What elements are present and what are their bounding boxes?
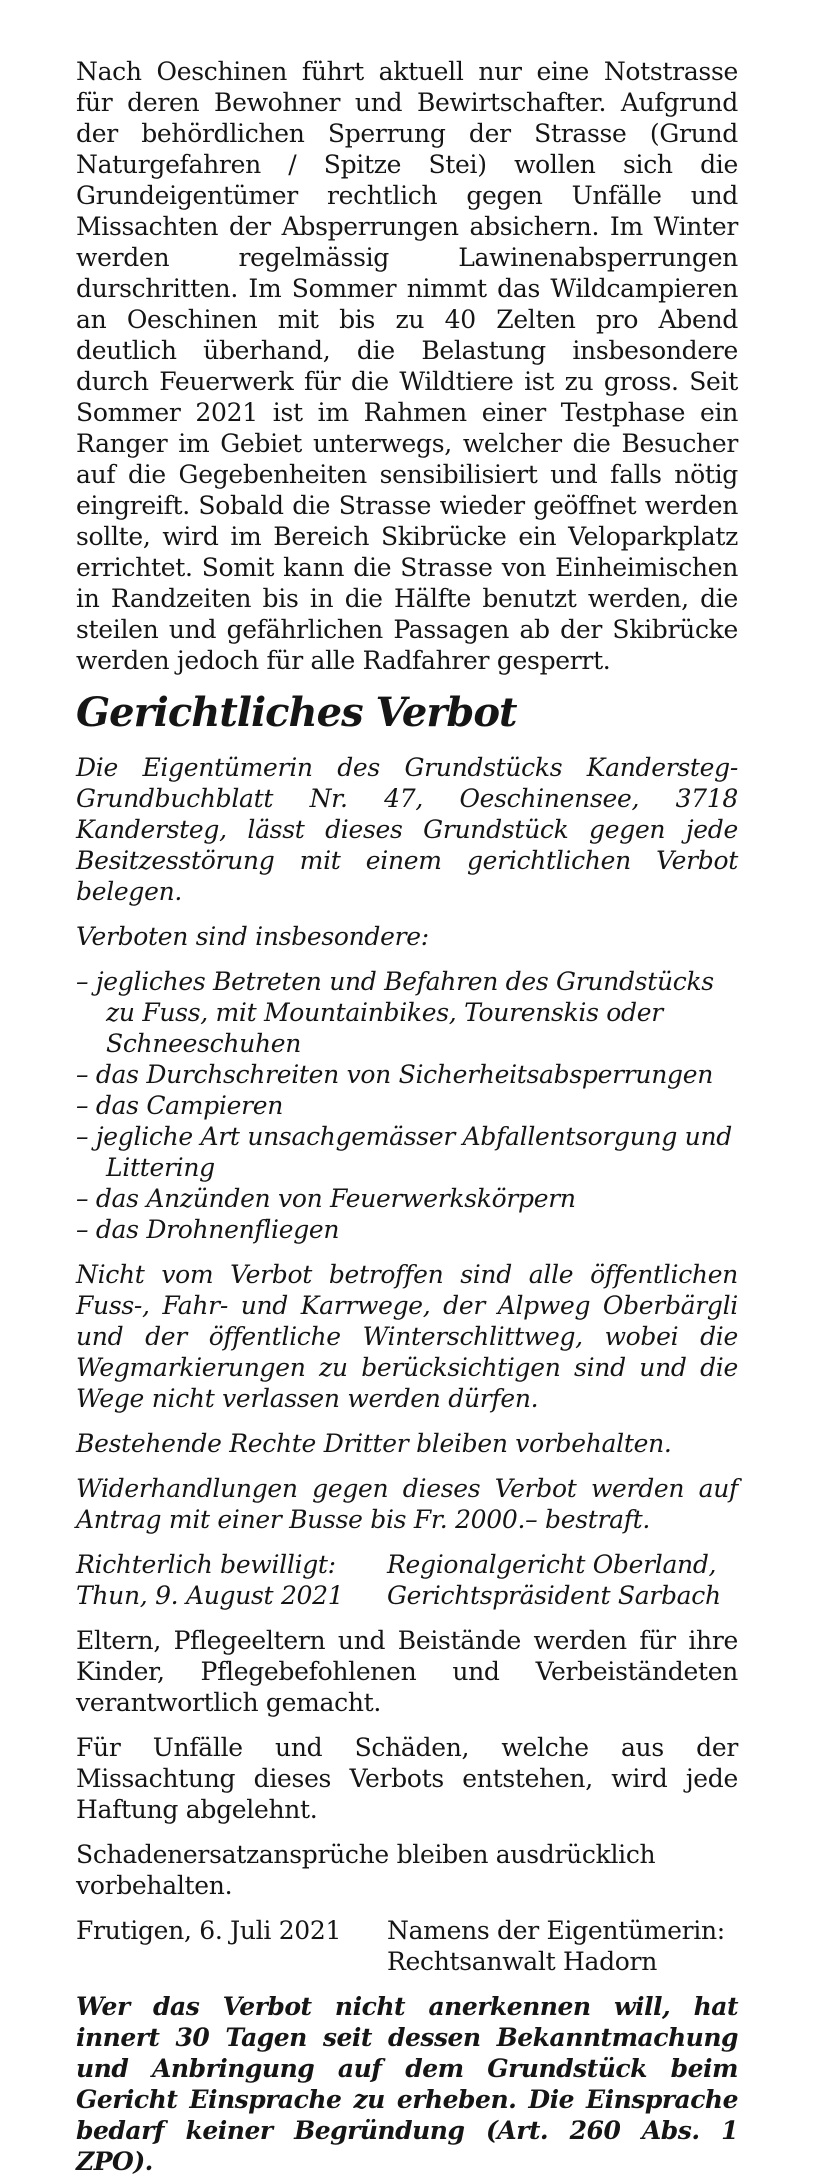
approval-left-column bbox=[76, 1549, 387, 1611]
verbot-list bbox=[76, 966, 738, 1245]
third-party-rights-paragraph: Bestehende Rechte Dritter bleiben vorbehalten. bbox=[76, 1429, 672, 1458]
signature-signatory: Rechtsanwalt Hadorn bbox=[387, 1947, 658, 1976]
objection-notice-paragraph: Wer das Verbot nicht anerkennen will, hat innert 30 Tagen seit dessen Bekanntmachung und Anbringung auf dem Grundstück beim Gericht Einsprache zu erheben. Die Einsprache bedarf keiner Begründung (Art. 260 Abs. 1 ZPO). bbox=[76, 1992, 738, 2176]
list-item-feuerwerk: – das Anzünden von Feuerwerkskörpern bbox=[76, 1184, 576, 1213]
list-item-durchschreiten: – das Durchschreiten von Sicherheitsabsperrungen bbox=[76, 1060, 713, 1089]
approval-judge: Gerichtspräsident Sarbach bbox=[387, 1581, 721, 1610]
approval-court: Regionalgericht Oberland, bbox=[387, 1550, 717, 1579]
approval-right-column bbox=[387, 1549, 738, 1611]
list-item-abfallentsorgung: – jegliche Art unsachgemässer Abfallentsorgung und Littering bbox=[76, 1122, 732, 1182]
verbot-intro-paragraph: Die Eigentümerin des Grundstücks Kandersteg-Grundbuchblatt Nr. 47, Oeschinensee, 3718 Kandersteg, lässt dieses Grundstück gegen jede Besitzesstörung mit einem gerichtlichen Verbot belegen. bbox=[76, 753, 738, 906]
signature-right-column bbox=[387, 1915, 738, 1977]
section-heading: Gerichtliches Verbot bbox=[76, 689, 517, 736]
approval-place-date: Thun, 9. August 2021 bbox=[76, 1581, 344, 1610]
verbot-list-intro: Verboten sind insbesondere: bbox=[76, 922, 429, 951]
list-item-campieren: – das Campieren bbox=[76, 1091, 284, 1120]
damage-claims-paragraph: Schadenersatzansprüche bleiben ausdrücklich vorbehalten. bbox=[76, 1840, 656, 1900]
signature-on-behalf: Namens der Eigentümerin: bbox=[387, 1916, 725, 1945]
liability-disclaimer-paragraph: Für Unfälle und Schäden, welche aus der Missachtung dieses Verbots entstehen, wird jede Haftung abgelehnt. bbox=[76, 1733, 738, 1824]
signature-block bbox=[76, 1915, 738, 1977]
approval-block bbox=[76, 1549, 738, 1611]
guardians-liability-paragraph: Eltern, Pflegeeltern und Beistände werden für ihre Kinder, Pflegebefohlenen und Verbeiständeten verantwortlich gemacht. bbox=[76, 1626, 738, 1717]
list-item-drohnen: – das Drohnenfliegen bbox=[76, 1215, 340, 1244]
signature-place-date: Frutigen, 6. Juli 2021 bbox=[76, 1916, 342, 1945]
intro-paragraph: Nach Oeschinen führt aktuell nur eine Notstrasse für deren Bewohner und Bewirtschafter. Aufgrund der behördlichen Sperrung der Strasse (Grund Naturgefahren / Spitze Stei) wollen sich die Grundeigentümer rechtlich gegen Unfälle und Missachten der Absperrungen absichern. Im Winter werden regelmässig Lawinenabsperrungen durschritten. Im Sommer nimmt das Wildcampieren an Oeschinen mit bis zu 40 Zelten pro Abend deutlich überhand, die Belastung insbesondere durch Feuerwerk für die Wildtiere ist zu gross. Seit Sommer 2021 ist im Rahmen einer Testphase ein Ranger im Gebiet unterwegs, welcher die Besucher auf die Gegebenheiten sensibilisiert und falls nötig eingreift. Sobald die Strasse wieder geöffnet werden sollte, wird im Bereich Skibrücke ein Veloparkplatz errichtet. Somit kann die Strasse von Einheimischen in Randzeiten bis in die Hälfte benutzt werden, die steilen und gefährlichen Passagen ab der Skibrücke werden jedoch für alle Radfahrer gesperrt. bbox=[76, 57, 738, 675]
verbot-exceptions-paragraph: Nicht vom Verbot betroffen sind alle öffentlichen Fuss-, Fahr- und Karrwege, der Alpweg Oberbärgli und der öffentliche Winterschlittweg, wobei die Wegmarkierungen zu berücksichtigen sind und die Wege nicht verlassen werden dürfen. bbox=[76, 1260, 738, 1413]
list-item-betreten: – jegliches Betreten und Befahren des Grundstücks zu Fuss, mit Mountainbikes, Tourenskis oder Schneeschuhen bbox=[76, 967, 714, 1058]
approval-label: Richterlich bewilligt: bbox=[76, 1550, 336, 1579]
penalty-paragraph: Widerhandlungen gegen dieses Verbot werden auf Antrag mit einer Busse bis Fr. 2000.– bestraft. bbox=[76, 1474, 738, 1534]
